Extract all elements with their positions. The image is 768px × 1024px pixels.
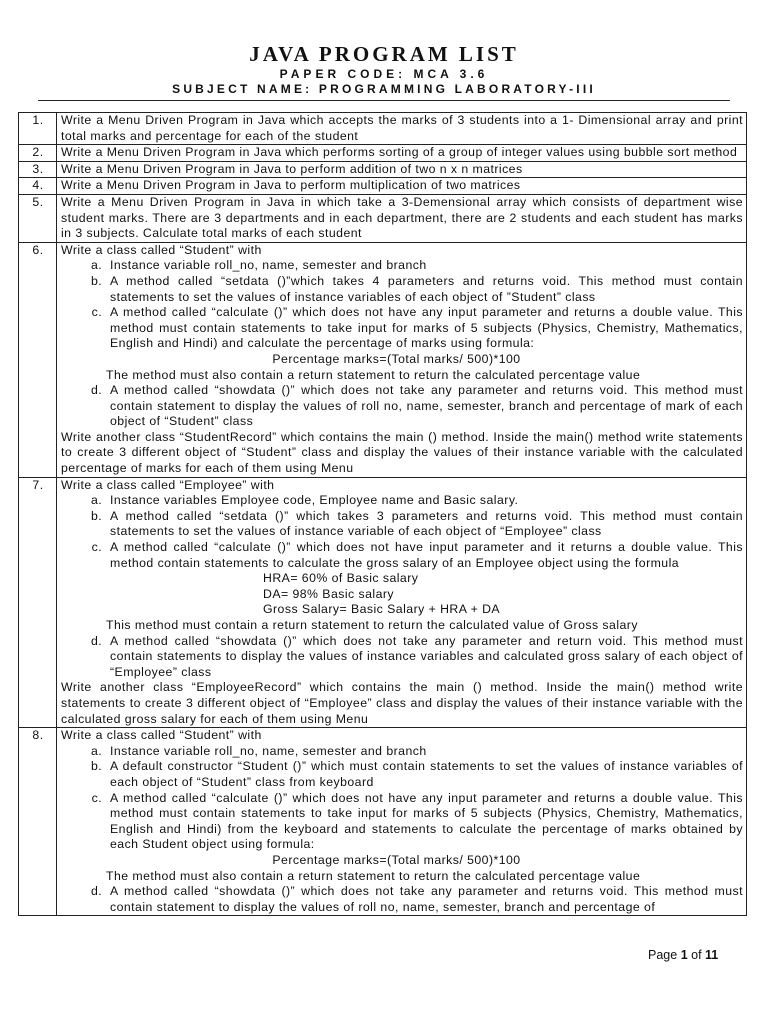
sub-list (61, 383, 743, 430)
formula: Gross Salary= Basic Salary + HRA + DA (263, 602, 501, 617)
list-item: c. A method called “calculate ()” which does not have any input parameter and returns a double value. This method must contain statements to take input for marks of 5 subjects (Physics, Chemistry, Mathematics, English and Hindi) from the keyboard and statements to calculate the percentage of marks obtained by each Student object using formula: Percentage marks=(Total marks/ 500)*100 (106, 791, 743, 869)
table-row (19, 194, 747, 242)
program-number: 3. (19, 161, 57, 178)
subject-name: SUBJECT NAME: PROGRAMMING LABORATORY-III (172, 82, 596, 96)
program-number: 6. (19, 242, 57, 477)
method-note: The method must also contain a return statement to return the calculated percentage value (106, 367, 641, 382)
table-row (19, 178, 747, 195)
list-item: d. A method called “showdata ()” which does not take any parameter and return void. This method must contain statements to display the values of instance variables and calculated gross salary of each object of “Employee” class (106, 634, 743, 681)
header-rule (38, 100, 730, 101)
program-text: Write a Menu Driven Program in Java which accepts the marks of 3 students into a 1- Dimensional array and print total marks and percentage for each of the student (57, 113, 747, 145)
program-outro: Write another class “EmployeeRecord” which contains the main () method. Inside the main() method write statements to create 3 different object of “Employee” class and display the values of their instance variable with the calculated gross salary for each of them using Menu (61, 680, 743, 726)
paper-code: PAPER CODE: MCA 3.6 (279, 67, 489, 81)
list-item: b. A method called “setdata ()” which takes 3 parameters and returns void. This method must contain statements to set the values of instance variable of each object of “Employee” class (106, 509, 743, 540)
list-item: c. A method called “calculate ()” which does not have any input parameter and returns a double value. This method must contain statements to take input for marks of 5 subjects (Physics, Chemistry, Mathematics, English and Hindi) and calculate the percentage of marks using formula: Percentage marks=(Total marks/ 500)*100 (106, 305, 743, 367)
page-label: Page (648, 948, 678, 962)
program-intro: Write a class called “Student” with (61, 728, 262, 743)
sub-list (61, 493, 743, 618)
method-note: This method must contain a return statement to return the calculated value of Gross salary (106, 618, 638, 632)
program-number: 2. (19, 145, 57, 162)
formula: Percentage marks=(Total marks/ 500)*100 (272, 852, 521, 867)
formula: HRA= 60% of Basic salary (263, 571, 419, 586)
list-item: d. A method called “showdata ()” which does not take any parameter and returns void. This method must contain statement to display the values of roll no, name, semester, branch and percentage of mark of each object of “Student” class (106, 383, 743, 430)
table-row (19, 242, 747, 477)
program-list-table (18, 112, 747, 916)
table-row (19, 161, 747, 178)
program-text (57, 477, 747, 728)
formula: Percentage marks=(Total marks/ 500)*100 (272, 351, 521, 366)
list-item: a. Instance variable roll_no, name, semester and branch (106, 258, 743, 274)
program-number: 4. (19, 178, 57, 195)
document-title: JAVA PROGRAM LIST (249, 42, 519, 66)
program-text (57, 242, 747, 477)
program-intro: Write a class called “Employee” with (61, 477, 275, 492)
list-item: a. Instance variable roll_no, name, semester and branch (106, 744, 743, 760)
program-text: Write a Menu Driven Program in Java which performs sorting of a group of integer values using bubble sort method (57, 145, 747, 162)
program-number: 1. (19, 113, 57, 145)
program-text: Write a Menu Driven Program in Java to perform addition of two n x n matrices (57, 161, 747, 178)
sub-list (61, 884, 743, 915)
current-page: 1 (680, 948, 688, 962)
table-row (19, 113, 747, 145)
total-pages: 11 (705, 948, 719, 962)
list-item: b. A method called “setdata ()”which takes 4 parameters and returns void. This method must contain statements to set the values of instance variables of each object of ”Student” class (106, 274, 743, 305)
list-item: b. A default constructor “Student ()” which must contain statements to set the values of instance variables of each object of “Student” class from keyboard (106, 759, 743, 790)
table-row (19, 145, 747, 162)
method-note: The method must also contain a return statement to return the calculated percentage value (106, 868, 641, 883)
program-number: 7. (19, 477, 57, 728)
page-footer (648, 948, 718, 962)
program-text: Write a Menu Driven Program in Java to perform multiplication of two matrices (57, 178, 747, 195)
table-row (19, 728, 747, 916)
sub-list (61, 634, 743, 681)
program-text (57, 728, 747, 916)
list-item: a. Instance variables Employee code, Employee name and Basic salary. (106, 493, 743, 509)
sub-list (61, 258, 743, 367)
program-number: 8. (19, 728, 57, 916)
list-item: d. A method called “showdata ()” which does not take any parameter and returns void. This method must contain statement to display the values of roll no, name, semester, branch and percentage of (106, 884, 743, 915)
program-number: 5. (19, 194, 57, 242)
sub-list (61, 744, 743, 869)
program-intro: Write a class called “Student” with (61, 242, 262, 257)
table-row (19, 477, 747, 728)
list-item: c. A method called “calculate ()” which does not have input parameter and it returns a double value. This method contain statements to calculate the gross salary of an Employee object using the formula HRA= 60% of Basic salary DA= 98% Basic salary Gross Salary= Basic Salary + HRA + DA (106, 540, 743, 618)
program-outro: Write another class “StudentRecord” which contains the main () method. Inside the main() method write statements to create 3 different object of “Student” class and display the values of their instance variable with the calculated percentage of marks for each of them using Menu (61, 429, 743, 476)
formula: DA= 98% Basic salary (263, 586, 394, 601)
program-text: Write a Menu Driven Program in Java in which take a 3-Demensional array which consists of department wise student marks. There are 3 departments and in each department, there are 2 students and each student has marks in 3 subjects. Calculate total marks of each student (57, 194, 747, 242)
of-label: of (691, 948, 702, 962)
